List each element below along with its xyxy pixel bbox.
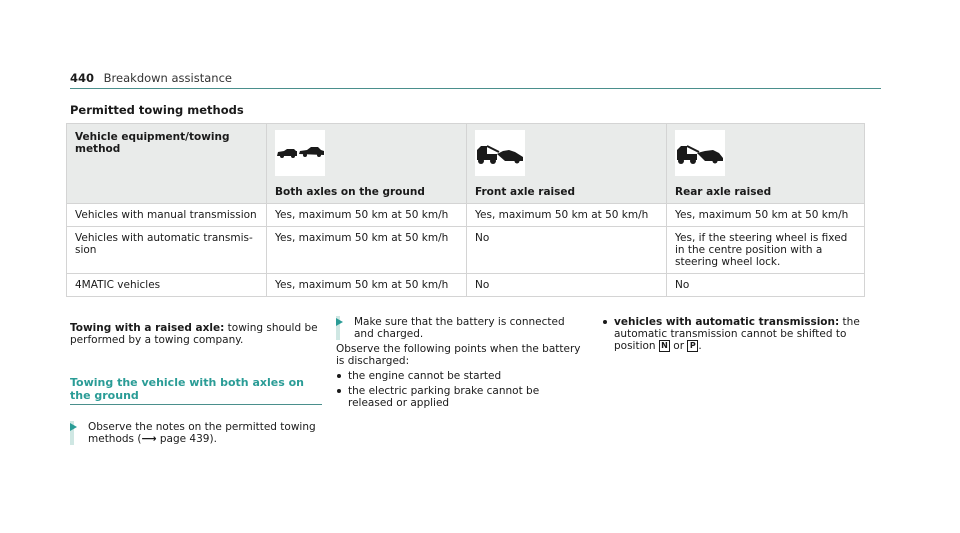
gear-p-icon: P [687,340,698,352]
table-cell: Yes, maximum 50 km at 50 km/h [267,274,467,297]
page-number: 440 [70,71,95,85]
step-arrow-icon [70,423,77,431]
note-text: towing should be performed by a towing company. [70,322,318,346]
column-header-front-raised [467,124,667,204]
instruction-step [70,421,320,445]
page-reference-link[interactable]: page 439). [156,433,217,445]
subheading-divider [70,404,322,405]
column-label: Both axles on the ground [275,186,425,198]
step-text: Observe the notes on the permitted towing methods ( [88,421,316,445]
table-cell: No [467,274,667,297]
list-item-text: the electric parking brake cannot be released or applied [348,385,540,409]
corner-header: Vehicle equipment/towing method [67,124,267,204]
table-cell: No [667,274,865,297]
table-cell: Yes, maximum 50 km at 50 km/h [267,227,467,274]
note-lead: Towing with a raised axle: [70,322,225,334]
rear-raised-tow-icon [675,130,725,176]
instruction-step [336,316,586,340]
column-label: Front axle raised [475,186,576,198]
table-row [67,204,865,227]
gear-n-icon: N [659,340,670,352]
list-item [336,385,586,409]
list-item-text: the automatic transmission cannot be shifted to position [614,316,860,352]
step-arrow-icon [336,318,343,326]
table-cell: No [467,227,667,274]
text-column-1 [70,322,320,445]
row-label: 4MATIC vehicles [67,274,267,297]
section-title: Breakdown assistance [103,71,232,85]
towing-methods-table [66,123,865,297]
page-reference-arrow-icon: ⟶ [141,433,157,445]
table-cell: Yes, maximum 50 km at 50 km/h [667,204,865,227]
text-column-2 [336,316,586,409]
list-item [336,370,586,382]
page-header [70,71,232,85]
subheading: Towing the vehicle with both axles on the ground [70,376,304,402]
list-item-text: the engine cannot be started [348,370,502,382]
or-text: or [669,340,688,352]
end-text: . [698,340,702,352]
column-label: Rear axle raised [675,186,772,198]
front-raised-tow-icon [475,130,525,176]
column-header-both-axles [267,124,467,204]
bullet-icon [337,389,341,393]
table-row [67,274,865,297]
table-cell: Yes, if the steering wheel is fixed in the centre position with a steering wheel lock. [667,227,865,274]
list-item-lead: vehicles with automatic transmission: [614,316,840,328]
text-column-3 [602,316,862,352]
column-header-rear-raised [667,124,865,204]
step-text: Make sure that the battery is connected and charged. [354,316,565,340]
table-title: Permitted towing methods [70,103,244,117]
bullet-icon [337,374,341,378]
battery-note: Observe the following points when the battery is discharged: [336,343,581,367]
towing-raised-axle-note [70,322,320,346]
table-cell: Yes, maximum 50 km at 50 km/h [267,204,467,227]
table-row [67,227,865,274]
row-label: Vehicles with automatic transmis-sion [67,227,267,274]
row-label: Vehicles with manual transmission [67,204,267,227]
car-on-ground-icon [275,130,325,176]
table-cell: Yes, maximum 50 km at 50 km/h [467,204,667,227]
list-item [602,316,862,352]
bullet-icon [603,320,607,324]
header-divider [70,88,881,89]
